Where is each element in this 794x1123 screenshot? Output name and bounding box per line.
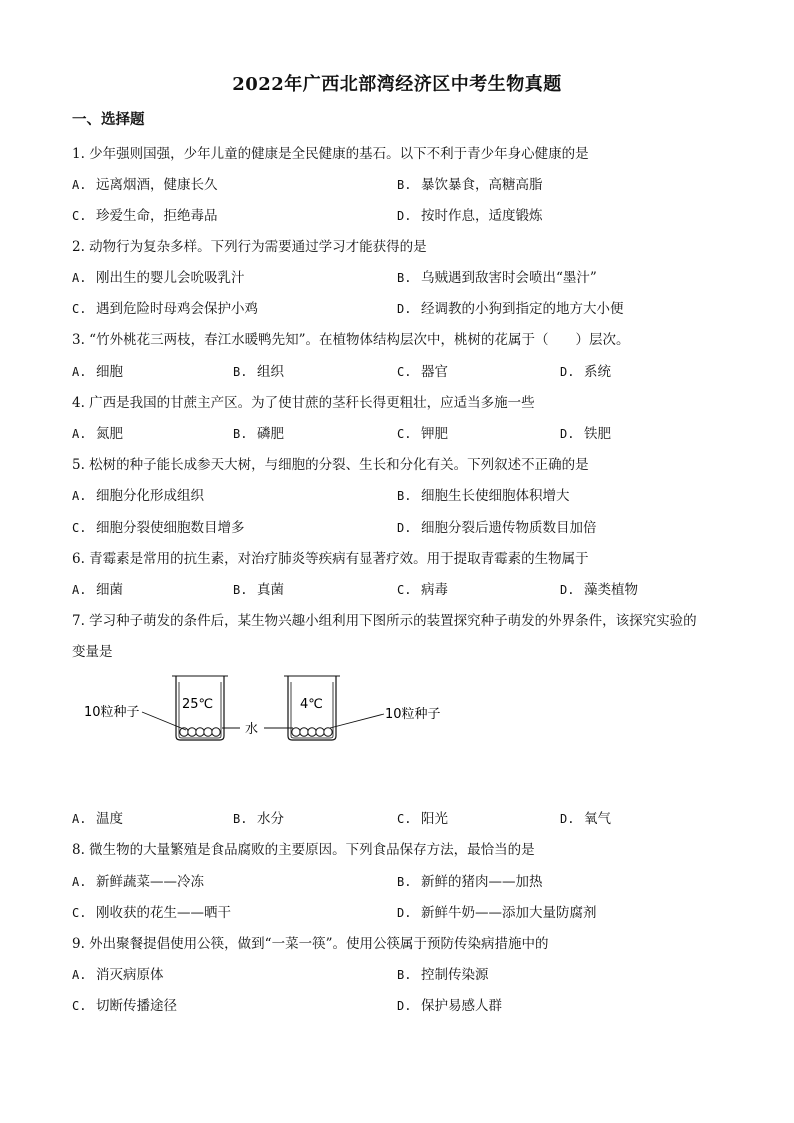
question-4-options-row	[72, 422, 732, 442]
option-d: D. 新鲜牛奶——添加大量防腐剂	[397, 905, 597, 921]
question-7-options-row	[72, 807, 732, 827]
option-a: A. 刚出生的婴儿会吮吸乳汁	[72, 270, 245, 286]
option-a: A. 远离烟酒，健康长久	[72, 177, 218, 193]
seed	[204, 728, 212, 736]
question-7-stem-continued: 变量是	[72, 644, 113, 660]
question-3-options-row	[72, 360, 732, 380]
right-seed-label: 10粒种子	[385, 707, 441, 722]
question-2-stem: 2. 动物行为复杂多样。下列行为需要通过学习才能获得的是	[72, 239, 427, 255]
question-1-options-row-2	[72, 204, 732, 224]
right-temperature: 4℃	[300, 697, 323, 712]
option-c: C. 病毒	[397, 582, 448, 598]
question-5-options-row-1	[72, 484, 732, 504]
option-b: B. 组织	[233, 364, 284, 380]
seed	[292, 728, 300, 736]
question-6-options-row	[72, 578, 732, 598]
option-c: C. 钾肥	[397, 426, 448, 442]
seed	[196, 728, 204, 736]
option-c: C. 珍爱生命，拒绝毒品	[72, 208, 218, 224]
question-1-options-row-1	[72, 173, 732, 193]
option-c: C. 细胞分裂使细胞数目增多	[72, 520, 245, 536]
question-9-stem: 9. 外出聚餐提倡使用公筷，做到“一菜一筷”。使用公筷属于预防传染病措施中的	[72, 936, 549, 952]
question-8-stem: 8. 微生物的大量繁殖是食品腐败的主要原因。下列食品保存方法，最恰当的是	[72, 842, 535, 858]
option-d: D. 氧气	[560, 811, 611, 827]
question-2-options-row-1	[72, 266, 732, 286]
option-b: B. 细胞生长使细胞体积增大	[397, 488, 570, 504]
option-a: A. 细菌	[72, 582, 123, 598]
question-1-stem: 1. 少年强则国强，少年儿童的健康是全民健康的基石。以下不利于青少年身心健康的是	[72, 146, 589, 162]
option-a: A. 氮肥	[72, 426, 123, 442]
page-title: 2022年广西北部湾经济区中考生物真题	[232, 74, 562, 95]
option-d: D. 经调教的小狗到指定的地方大小便	[397, 301, 624, 317]
option-b: B. 暴饮暴食，高糖高脂	[397, 177, 543, 193]
question-7-stem: 7. 学习种子萌发的条件后，某生物兴趣小组利用下图所示的装置探究种子萌发的外界条件，该探究实验的	[72, 613, 697, 629]
option-b: B. 新鲜的猪肉——加热	[397, 874, 543, 890]
seed	[188, 728, 196, 736]
question-2-options-row-2	[72, 297, 732, 317]
seed	[316, 728, 324, 736]
option-a: A. 新鲜蔬菜——冷冻	[72, 874, 204, 890]
option-b: B. 控制传染源	[397, 967, 489, 983]
question-9-options-row-1	[72, 963, 732, 983]
option-a: A. 细胞	[72, 364, 123, 380]
question-4-stem: 4. 广西是我国的甘蔗主产区。为了使甘蔗的茎秆长得更粗壮，应适当多施一些	[72, 395, 535, 411]
option-d: D. 保护易感人群	[397, 998, 502, 1014]
option-c: C. 器官	[397, 364, 448, 380]
option-a: A. 消灭病原体	[72, 967, 164, 983]
option-d: D. 系统	[560, 364, 611, 380]
left-beaker	[172, 676, 228, 740]
option-d: D. 细胞分裂后遗传物质数目加倍	[397, 520, 597, 536]
right-beaker	[284, 676, 340, 740]
seed	[308, 728, 316, 736]
option-b: B. 水分	[233, 811, 284, 827]
option-d: D. 藻类植物	[560, 582, 638, 598]
question-6-stem: 6. 青霉素是常用的抗生素，对治疗肺炎等疾病有显著疗效。用于提取青霉素的生物属于	[72, 551, 589, 567]
option-c: C. 遇到危险时母鸡会保护小鸡	[72, 301, 258, 317]
section-heading: 一、选择题	[72, 111, 145, 128]
question-3-stem: 3. “竹外桃花三两枝，春江水暖鸭先知”。在植物体结构层次中，桃树的花属于（ ）层次。	[72, 332, 630, 348]
seed	[300, 728, 308, 736]
option-b: B. 磷肥	[233, 426, 284, 442]
option-c: C. 切断传播途径	[72, 998, 177, 1014]
seed	[212, 728, 220, 736]
water-label: 水	[245, 722, 259, 737]
option-a: A. 温度	[72, 811, 123, 827]
option-c: C. 刚收获的花生——晒干	[72, 905, 231, 921]
seed	[324, 728, 332, 736]
question-9-options-row-2	[72, 994, 732, 1014]
question-8-options-row-2	[72, 901, 732, 921]
question-5-stem: 5. 松树的种子能长成参天大树，与细胞的分裂、生长和分化有关。下列叙述不正确的是	[72, 457, 589, 473]
option-d: D. 铁肥	[560, 426, 611, 442]
option-c: C. 阳光	[397, 811, 448, 827]
seed-germination-figure	[80, 668, 460, 768]
option-d: D. 按时作息，适度锻炼	[397, 208, 543, 224]
option-a: A. 细胞分化形成组织	[72, 488, 204, 504]
option-b: B. 乌贼遇到敌害时会喷出“墨汁”	[397, 270, 597, 286]
left-seed-label: 10粒种子	[84, 705, 140, 720]
question-5-options-row-2	[72, 516, 732, 536]
option-b: B. 真菌	[233, 582, 284, 598]
question-8-options-row-1	[72, 870, 732, 890]
left-temperature: 25℃	[182, 697, 214, 712]
